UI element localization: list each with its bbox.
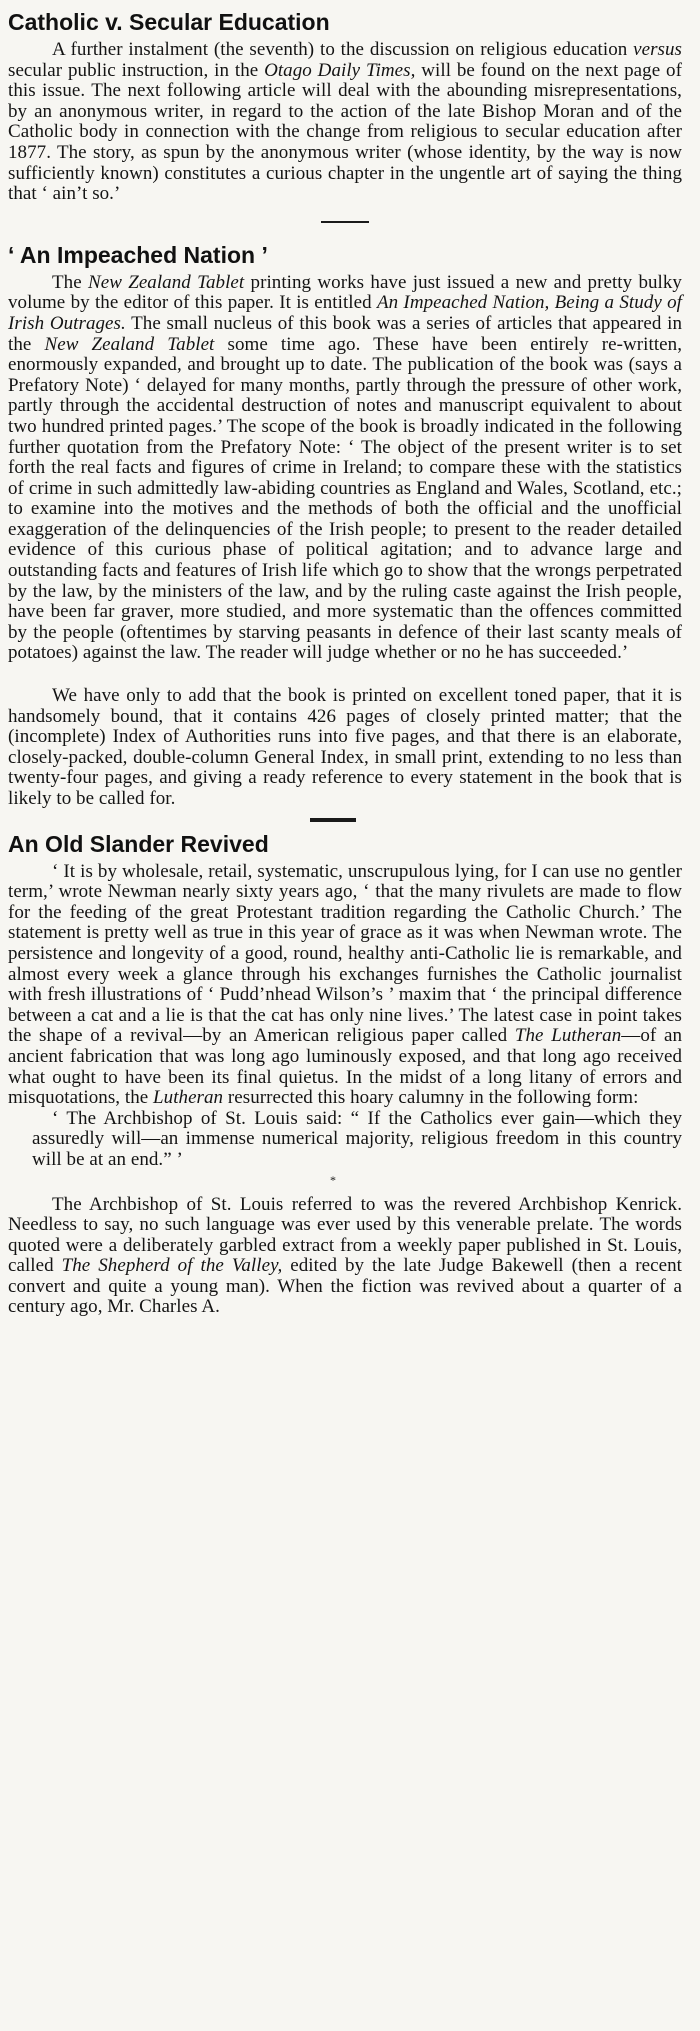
italic-title-run: New Zealand Tablet	[44, 333, 215, 355]
text-run: will be found on the next page of this issue. The next following article will deal with the abounding misrepresentations, by an anonymous writer, in regard to the action of the late Bishop Moran and of the Catholic body in connection with the change from religious to secular education after 1877. The story, as spun by the anonymous writer (whose identity, by the way is now sufficiently known) constitutes a curious chapter in the ungentle art of saying the thing that ‘ ain’t so.’	[8, 59, 682, 205]
block-quotation	[8, 1109, 682, 1171]
article-an-impeached-nation	[8, 241, 682, 810]
italic-title-run: An Impeached Nation, Being a Study of Irish Outrages.	[8, 292, 682, 334]
text-run: secular public instruction, in the	[8, 59, 265, 81]
text-run: —of an ancient fabrication that was long ago luminously exposed, and that long ago received what ought to have been its final quietus. In the midst of a long litany of errors and misquotations, the	[8, 1025, 682, 1109]
text-run: The Archbishop of St. Louis referred to was the revered Archbishop Kenrick. Needless to say, no such language was ever used by this venerable prelate. The words quoted were a deliberately garbled extract from a weekly paper published in St. Louis, called	[8, 1193, 682, 1277]
italic-title-run: New Zealand Tablet	[87, 271, 245, 293]
text-run: We have only to add that the book is printed on excellent toned paper, that it is handsomely bound, that it contains 426 pages of closely printed matter; that the (incomplete) Index of Authorities runs into five pages, and that there is an elaborate, closely-packed, double-column General Index, in small print, extending to no less than twenty-four pages, and giving a ready reference to every statement in the book that is likely to be called for.	[8, 685, 682, 809]
text-run: resurrected this hoary calumny in the following form:	[223, 1087, 639, 1109]
text-run: ‘ The Archbishop of St. Louis said: “ If the Catholics ever gain—which they assuredly will—an immense numerical majority, religious freedom in this country will be at an end.” ’	[32, 1107, 682, 1170]
italic-title-run: The Lutheran	[514, 1025, 622, 1047]
text-run: edited by the late Judge Bakewell (then a recent convert and quite a young man). When the fiction was revived about a quarter of a century ago, Mr. Charles A.	[8, 1255, 682, 1318]
article-paragraph	[8, 686, 682, 810]
asterism-ornament: *	[330, 1172, 336, 1187]
article-paragraph	[8, 273, 682, 664]
text-run: A further instalment (the seventh) to the discussion on religious education	[52, 39, 634, 60]
section-divider-rule	[310, 818, 356, 822]
article-paragraph	[8, 40, 682, 205]
italic-title-run: versus	[633, 39, 682, 60]
italic-title-run: Lutheran	[153, 1087, 224, 1109]
article-paragraph	[8, 862, 682, 1109]
text-run: some time ago. These have been entirely re-written, enormously expanded, and brought up to date. The publication of the book was (says a Prefatory Note) ‘ delayed for many months, partly through the pressure of other work, partly through the accidental destruction of notes and manuscript equivalent to about two hundred printed pages.’ The scope of the book is broadly indicated in the following further quotation from the Prefatory Note: ‘ The object of the present writer is to set forth the real facts and figures of crime in Ireland; to compare these with the statistics of crime in such admittedly law-abiding countries as England and Wales, Scotland, etc.; to examine into the motives and the methods of both the official and the unofficial exaggeration of the delinquencies of the Irish people; to present to the reader detailed evidence of this curious phase of political agitation; and to advance large and outstanding facts and features of Irish life which go to show that the wrongs perpetrated by the law, by the ministers of the law, and by the ruling caste against the Irish people, have been far graver, more studied, and more systematic than the offences committed by the people (oftentimes by starving peasants in defence of their last scanty meals of potatoes) against the law. The reader will judge whether or no he has succeeded.’	[8, 333, 682, 664]
text-run: The	[52, 271, 88, 293]
text-run: The small nucleus of this book was a series of articles that appeared in the	[8, 312, 682, 355]
article-heading: Catholic v. Secular Education	[8, 9, 330, 35]
article-paragraph	[8, 1195, 682, 1319]
text-run: printing works have just issued a new and pretty bulky volume by the editor of this paper. It is entitled	[8, 271, 682, 314]
italic-title-run: Otago Daily Times,	[264, 59, 416, 81]
italic-title-run: The Shepherd of the Valley,	[61, 1255, 283, 1277]
article-heading: ‘ An Impeached Nation ’	[8, 241, 268, 268]
article-heading: An Old Slander Revived	[8, 830, 269, 857]
text-run: ‘ It is by wholesale, retail, systematic, unscrupulous lying, for I can use no gentler term,’ wrote Newman nearly sixty years ago, ‘ that the many rivulets are made to flow for the feeding of the great Protestant tradition regarding the Catholic Church.’ The statement is pretty well as true in this year of grace as it was when Newman wrote. The persistence and longevity of a good, round, healthy anti-Catholic lie is remarkable, and almost every week a glance through his exchanges furnishes the Catholic journalist with fresh illustrations of ‘ Pudd’nhead Wilson’s ’ maxim that ‘ the principal difference between a cat and a lie is that the cat has only nine lives.’ The latest case in point takes the shape of a revival—by an American religious paper called	[8, 860, 682, 1047]
article-catholic-v-secular-education	[8, 8, 682, 205]
section-divider-rule	[321, 221, 369, 223]
article-an-old-slander-revived	[8, 830, 682, 1318]
